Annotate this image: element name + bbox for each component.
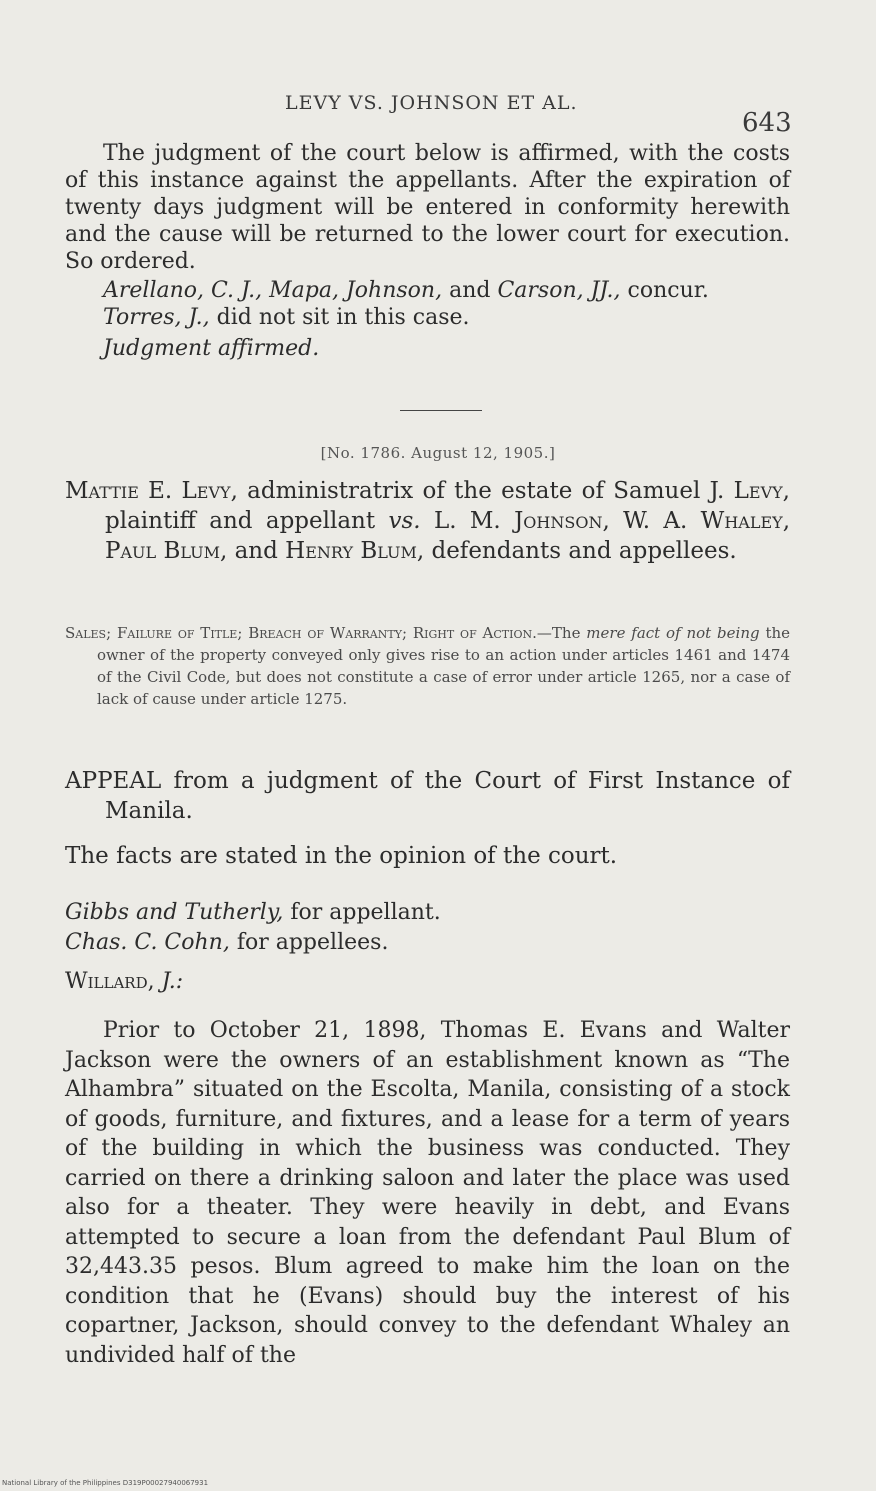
syllabus-text: the owner of the property conveyed only gives rise to an action under articles 1461 and 1474 of the Civil Code, but does not constitute a case of error under article 1265, nor a case of lack of cause under article 1275.: [97, 624, 791, 708]
appeal-block: [65, 766, 790, 826]
disposition: Judgment affirmed.: [103, 336, 320, 361]
running-title: LEVY VS. JOHNSON ET AL.: [285, 92, 578, 114]
party-defendants: L. M. Johnson, W. A. Whaley, Paul Blum,: [105, 508, 791, 564]
party-henry-blum: Henry Blum,: [285, 538, 425, 564]
judge-name: Willard,: [65, 969, 155, 994]
footer-watermark: National Library of the Philippines D319P00027940067931: [2, 1479, 209, 1487]
parties-text-1: administratrix of the estate of Samuel J.: [237, 478, 734, 504]
concurring-judge-last: Carson, JJ.,: [497, 278, 621, 303]
judge-block: [65, 968, 790, 995]
parties-text-4: and: [227, 538, 286, 564]
case-parties: [65, 476, 790, 566]
page-number: 643: [742, 108, 792, 138]
opinion-paragraph: Prior to October 21, 1898, Thomas E. Evans and Walter Jackson were the owners of an establishment known as “The Alhambra” situated on the Escolta, Manila, consisting of a stock of goods, furniture, and fixtures, and a lease for a term of years of the building in which the business was conducted. They carried on there a drinking saloon and later the place was used also for a theater. They were heavily in debt, and Evans attempted to secure a loan from the defendant Paul Blum of 32,443.35 pesos. Blum agreed to make him the loan on the condition that he (Evans) should buy the interest of his copartner, Jackson, should convey to the defendant Whaley an undivided half of the: [65, 1018, 790, 1368]
appellee-counsel-name: Chas. C. Cohn,: [65, 930, 230, 955]
parties-text-5: defendants and appellees.: [424, 538, 737, 564]
facts-line: The facts are stated in the opinion of the court.: [65, 843, 618, 869]
docket-line: [No. 1786. August 12, 1905.]: [320, 444, 556, 462]
parties-text-2: plaintiff and appellant: [105, 508, 389, 534]
opinion-block: [65, 1016, 790, 1370]
counsel-block: [65, 898, 790, 958]
torres-tail: did not sit in this case.: [209, 305, 470, 330]
torres-name: Torres, J.,: [103, 305, 210, 330]
concurring-judges: Arellano, C. J., Mapa, Johnson,: [103, 278, 443, 303]
section-divider: [400, 410, 482, 411]
appellant-counsel-name: Gibbs and Tutherly,: [65, 900, 284, 925]
judge-suffix: J.:: [154, 969, 184, 994]
concur-and: and: [442, 278, 498, 303]
page-header: [0, 88, 876, 138]
appellee-counsel-tail: for appellees.: [229, 930, 389, 955]
party-mattie-levy: Mattie E. Levy,: [65, 478, 238, 504]
party-levy: Levy,: [733, 478, 790, 504]
torres-note: [65, 304, 790, 331]
syllabus-the: The: [551, 624, 587, 642]
facts-block: [65, 843, 790, 870]
counsel-appellee: [65, 928, 790, 958]
parties-text-3: [421, 508, 434, 534]
syllabus-heading: Sales; Failure of Title; Breach of Warranty; Right of Action.: [65, 624, 537, 642]
concur-tail: concur.: [620, 278, 709, 303]
syllabus: [65, 622, 790, 710]
judge-line: [65, 968, 790, 995]
judgment-paragraph: The judgment of the court below is affirmed, with the costs of this instance against the appellants. After the expiration of twenty days judgment will be entered in conformity herewith and the cause will be returned to the lower court for execution. So ordered.: [65, 141, 790, 274]
preceding-case-conclusion: [65, 140, 790, 362]
appeal-line: APPEAL from a judgment of the Court of First Instance of Manila.: [65, 768, 790, 824]
appellant-counsel-tail: for appellant.: [283, 900, 441, 925]
parties-paragraph: [65, 476, 790, 566]
counsel-appellant: [65, 898, 790, 928]
versus: vs.: [388, 508, 421, 534]
concurrence-line: [65, 277, 790, 304]
syllabus-italic: mere fact of not being: [586, 624, 760, 642]
syllabus-dash: —: [536, 624, 552, 642]
